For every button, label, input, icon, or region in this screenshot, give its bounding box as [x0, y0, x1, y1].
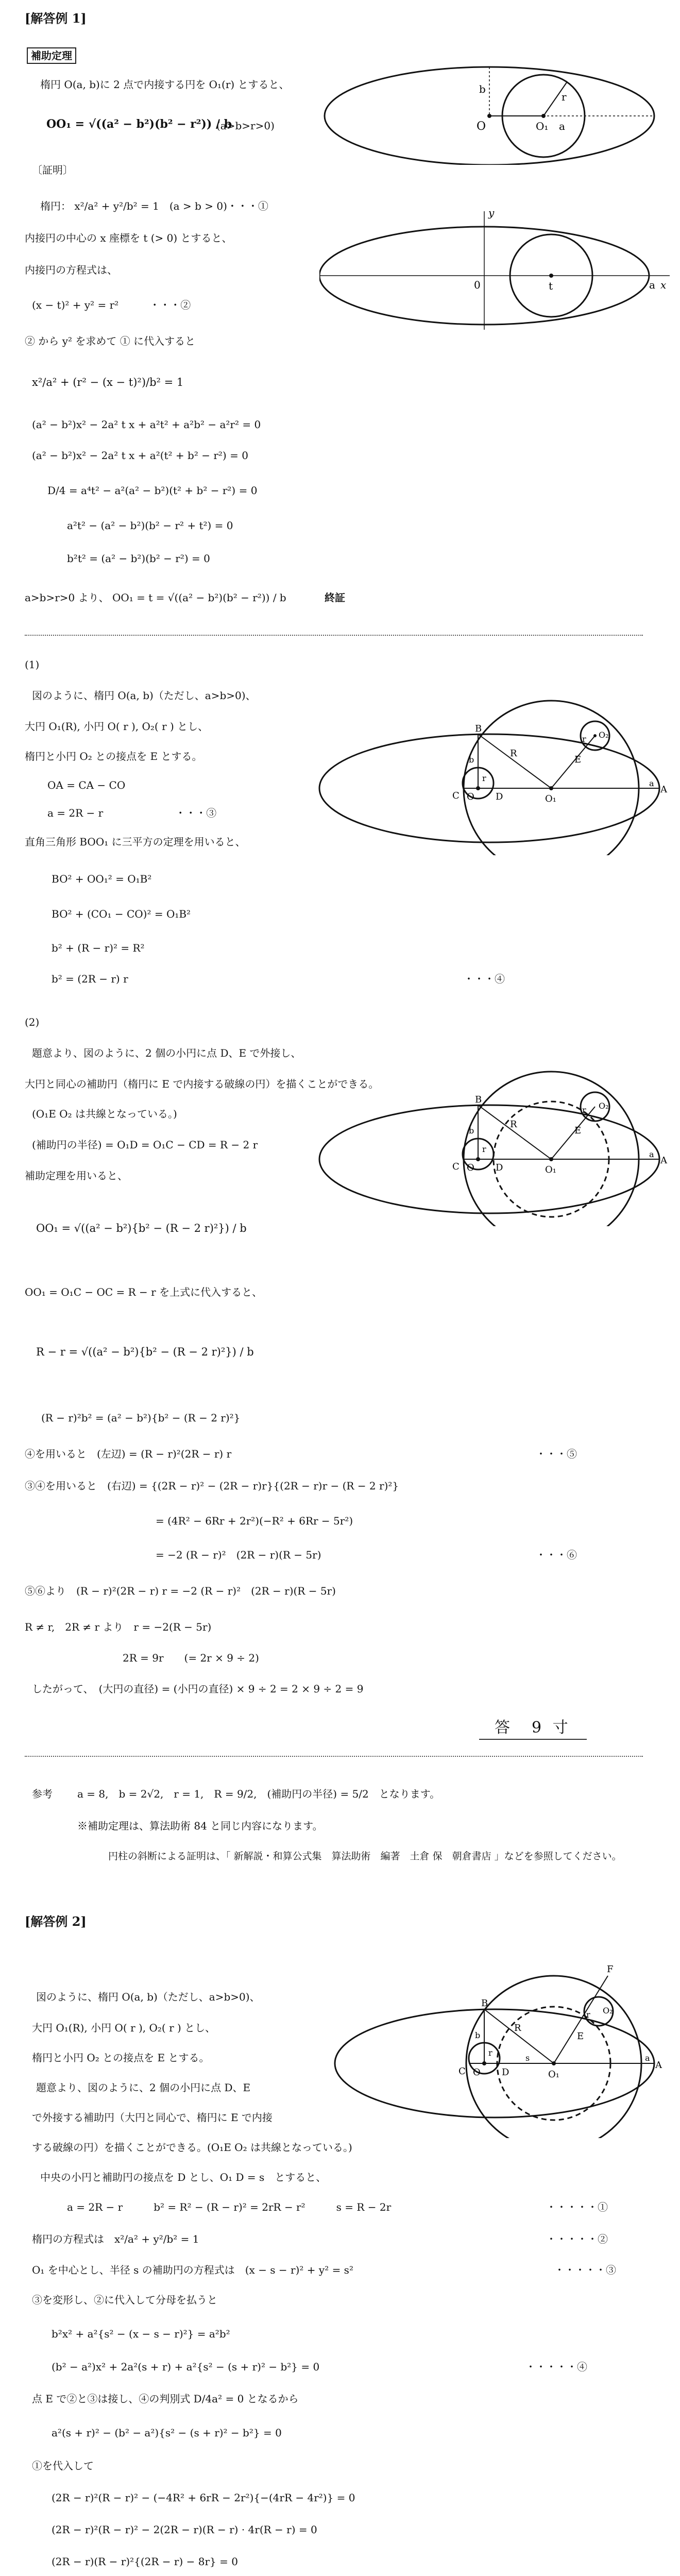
- proof-text1: 内接円の中心の x 座標を t (> 0) とすると、: [25, 232, 232, 244]
- sol2-eq9: ①を代入して: [32, 2460, 94, 2472]
- part2-text3: (O₁E O₂ は共線となっている。): [32, 1108, 177, 1120]
- proof-text3: ② から y² を求めて ① に代入すると: [25, 335, 196, 347]
- fig5-label-o1: O₁: [548, 2069, 559, 2080]
- fig4-label-r-small: r: [582, 1105, 586, 1115]
- fig3-label-e: E: [574, 754, 582, 765]
- proof-eq2: (x − t)² + y² = r² ・・・②: [32, 299, 191, 311]
- proof-eq5: (a² − b²)x² − 2a² t x + a²(t² + b² − r²) = 0: [32, 449, 248, 462]
- part1-eq1: OA = CA − CO: [47, 779, 126, 791]
- fig4-label-o1: O₁: [545, 1164, 556, 1175]
- part1-eq6: b² = (2R − r) r: [52, 973, 128, 985]
- fig2-label-x: x: [660, 279, 667, 291]
- part2-eq2: OO₁ = O₁C − OC = R − r を上式に代入すると、: [25, 1286, 263, 1298]
- fig3-label-o: O: [467, 791, 474, 802]
- part2-eq6a: ③④を用いると (右辺) = {(2R − r)² − (2R − r)r}{(2R − r)r − (R − 2 r)²}: [25, 1480, 399, 1492]
- sol2-eq6: (b² − a²)x² + 2a²(s + r) + a²{s² − (s + r)² − b²} = 0: [52, 2361, 320, 2373]
- proof-label: 〔証明〕: [32, 164, 73, 176]
- fig3-label-r2: r: [482, 773, 486, 783]
- fig5-label-b: b: [475, 2030, 481, 2040]
- fig1-label-b: b: [479, 83, 486, 95]
- proof-eq8: b²t² = (a² − b²)(b² − r²) = 0: [67, 552, 210, 565]
- part2-eq1: OO₁ = √((a² − b²){b² − (R − 2 r)²}) / b: [36, 1222, 247, 1234]
- part1-eq2: a = 2R − r ・・・③: [47, 807, 217, 819]
- fig5-label-o: O: [473, 2067, 481, 2078]
- fig4-label-o2: O₂: [599, 1101, 609, 1111]
- proof-eq7: a²t² − (a² − b²)(b² − r² + t²) = 0: [67, 519, 233, 532]
- sol2-text7: 中央の小円と補助円の接点を D とし、O₁ D = s とすると、: [40, 2171, 327, 2183]
- sol2-eq2-ref: ・・・・・②: [546, 2233, 608, 2245]
- divider-2: [25, 1756, 643, 1757]
- figure-proof-ellipse: [319, 201, 675, 330]
- fig3-label-b: b: [469, 755, 474, 765]
- fig4-label-r-big: R: [510, 1119, 517, 1130]
- fig4-label-e: E: [574, 1125, 582, 1136]
- fig4-label-o: O: [467, 1162, 474, 1173]
- part2-text1: 題意より、図のように、2 個の小円に点 D、E で外接し、: [32, 1047, 301, 1059]
- sol2-eq8: a²(s + r)² − (b² − a²){s² − (s + r)² − b²} = 0: [52, 2427, 282, 2439]
- sol2-text5: で外接する補助円（大円と同心で、楕円に E で内接: [32, 2111, 273, 2124]
- part2-text5: 補助定理を用いると、: [25, 1170, 128, 1182]
- sol2-eq11: (2R − r)²(R − r)² − 2(2R − r)(R − r) · 4r(R − r) = 0: [52, 2523, 317, 2536]
- proof-text2: 内接円の方程式は、: [25, 264, 117, 276]
- part2-eq6b: = (4R² − 6Rr + 2r²)(−R² + 6Rr − 5r²): [156, 1515, 353, 1527]
- part1-text3: 楕円と小円 O₂ との接点を E とする。: [25, 750, 202, 762]
- reference-values: a = 8, b = 2√2, r = 1, R = 9/2, (補助円の半径) = 5/2 となります。: [77, 1788, 440, 1800]
- fig3-label-r-big: R: [510, 748, 517, 759]
- fig5-label-r-small: r: [586, 2010, 590, 2020]
- fig3-label-r-small: r: [582, 734, 586, 744]
- figure-solution2: [330, 1953, 675, 2138]
- part2-eq6c: = −2 (R − r)² (2R − r)(R − 5r): [156, 1549, 321, 1561]
- sol2-eq12: (2R − r)(R − r)²{(2R − r) − 8r} = 0: [52, 2555, 238, 2568]
- sol2-text6: する破線の円）を描くことができる。(O₁E O₂ は共線となっている。): [32, 2141, 352, 2154]
- fig4-label-b-point: B: [475, 1094, 482, 1105]
- reference-note2: 円柱の斜断による証明は、「 新解説・和算公式集 算法助術 編著 土倉 保 朝倉書店 」などを参照してください。: [108, 1851, 622, 1862]
- sol2-eq5: b²x² + a²{s² − (x − s − r)²} = a²b²: [52, 2328, 230, 2340]
- fig5-label-r2: r: [488, 2048, 492, 2058]
- fig5-label-s: s: [525, 2053, 530, 2063]
- fig2-label-zero: 0: [474, 279, 481, 291]
- sol2-text2: 大円 O₁(R), 小円 O( r ), O₂( r ) とし、: [32, 2022, 216, 2034]
- aux-condition: (a>b>r>0): [216, 120, 275, 132]
- sol2-eq4: ③を変形し、②に代入して分母を払うと: [32, 2294, 217, 2306]
- fig4-label-a: a: [649, 1149, 654, 1159]
- fig3-label-d: D: [496, 791, 503, 802]
- part2-eq5: ④を用いると (左辺) = (R − r)²(2R − r) r: [25, 1448, 232, 1460]
- part2-text2: 大円と同心の補助円（楕円に E で内接する破線の円）を描くことができる。: [25, 1078, 379, 1090]
- fig5-label-a: a: [645, 2053, 650, 2063]
- part1-eq3: BO² + OO₁² = O₁B²: [52, 873, 152, 885]
- fig1-label-a: a: [559, 120, 565, 132]
- part2-label: (2): [25, 1016, 40, 1028]
- reference-label: 参考: [32, 1788, 53, 1800]
- figure-aux-ellipse: [319, 31, 675, 165]
- answer-1-text: 答 9 寸: [479, 1719, 587, 1740]
- aux-theorem-label: 補助定理: [27, 47, 76, 64]
- sol2-text1: 図のように、楕円 O(a, b)（ただし、a>b>0)、: [36, 1991, 260, 2003]
- fig3-label-b-point: B: [475, 723, 482, 734]
- fig1-label-o1: O₁: [536, 120, 549, 132]
- fig1-label-r: r: [562, 91, 567, 103]
- figure-part2: [314, 1056, 675, 1226]
- sol2-eq7: 点 E で②と③は接し、④の判別式 D/4a² = 0 となるから: [32, 2393, 299, 2405]
- fig4-label-a-point: A: [660, 1155, 667, 1166]
- fig5-label-d: D: [502, 2067, 509, 2078]
- sol2-eq10: (2R − r)²(R − r)² − (−4R² + 6rR − 2r²){−(4rR − 4r²)} = 0: [52, 2492, 355, 2504]
- fig4-label-d: D: [496, 1162, 503, 1173]
- answer-1: [479, 1719, 587, 1737]
- fig3-label-c: C: [452, 790, 460, 801]
- part2-eq10: したがって、 (大円の直径) = (小円の直径) × 9 ÷ 2 = 2 × 9 ÷ 2 = 9: [32, 1683, 364, 1695]
- aux-formula: OO₁ = √((a² − b²)(b² − r²)) / b: [46, 117, 232, 131]
- part1-label: (1): [25, 658, 40, 671]
- proof-eq3: x²/a² + (r² − (x − t)²)/b² = 1: [32, 376, 184, 388]
- fig2-label-a: a: [649, 279, 655, 291]
- sol2-eq1-ref: ・・・・・①: [546, 2201, 608, 2213]
- fig5-label-b-point: B: [481, 1998, 488, 2009]
- solution1-title: [解答例 1]: [25, 11, 87, 26]
- part1-eq6-ref: ・・・④: [464, 973, 505, 985]
- sol2-eq3: O₁ を中心とし、半径 s の補助円の方程式は (x − s − r)² + y² = s²: [32, 2264, 353, 2276]
- sol2-eq2: 楕円の方程式は x²/a² + y²/b² = 1: [32, 2233, 199, 2245]
- part2-eq9: 2R = 9r (= 2r × 9 ÷ 2): [123, 1652, 259, 1664]
- fig2-label-y: y: [488, 207, 495, 219]
- part2-eq7: ⑤⑥より (R − r)²(2R − r) r = −2 (R − r)² (2R − r)(R − 5r): [25, 1585, 336, 1597]
- part2-text4: (補助円の半径) = O₁D = O₁C − CD = R − 2 r: [32, 1139, 258, 1151]
- fig4-label-b: b: [469, 1126, 474, 1136]
- aux-statement: 楕円 O(a, b)に 2 点で内接する円を O₁(r) とすると、: [40, 78, 290, 91]
- divider-1: [25, 635, 643, 636]
- proof-qed: 終証: [325, 591, 345, 604]
- reference-note1: ※補助定理は、算法助術 84 と同じ内容になります。: [77, 1820, 323, 1832]
- proof-eq6: D/4 = a⁴t² − a²(a² − b²)(t² + b² − r²) = 0: [47, 484, 258, 497]
- part2-eq3: R − r = √((a² − b²){b² − (R − 2 r)²}) / b: [36, 1346, 254, 1358]
- proof-eq1: 楕円： x²/a² + y²/b² = 1 (a > b > 0)・・・①: [40, 200, 268, 212]
- proof-eq9: a>b>r>0 より、 OO₁ = t = √((a² − b²)(b² − r²)) / b: [25, 591, 286, 604]
- fig2-label-t: t: [549, 280, 553, 292]
- part1-eq5: b² + (R − r)² = R²: [52, 942, 145, 954]
- fig5-label-r-big: R: [514, 2023, 521, 2033]
- part1-eq4: BO² + (CO₁ − CO)² = O₁B²: [52, 908, 191, 920]
- fig4-label-c: C: [452, 1161, 460, 1172]
- sol2-text3: 楕円と小円 O₂ との接点を E とする。: [32, 2052, 210, 2064]
- fig5-label-f: F: [607, 1964, 614, 1975]
- part2-eq8: R ≠ r, 2R ≠ r より r = −2(R − 5r): [25, 1621, 212, 1633]
- solution2-title: [解答例 2]: [25, 1914, 87, 1929]
- fig3-label-a: a: [649, 778, 654, 788]
- fig5-label-e: E: [577, 2031, 584, 2042]
- fig5-label-a-point: A: [655, 2060, 662, 2071]
- sol2-text4: 題意より、図のように、2 個の小円に点 D、E: [36, 2081, 251, 2094]
- sol2-eq1: a = 2R − r b² = R² − (R − r)² = 2rR − r² s = R − 2r: [67, 2201, 392, 2213]
- fig5-label-c: C: [458, 2066, 466, 2077]
- figure-part1: [314, 690, 675, 855]
- part1-text2: 大円 O₁(R), 小円 O( r ), O₂( r ) とし、: [25, 720, 209, 733]
- part2-eq5-ref: ・・・⑤: [536, 1448, 577, 1460]
- fig3-label-a-point: A: [660, 784, 667, 795]
- proof-eq4: (a² − b²)x² − 2a² t x + a²t² + a²b² − a²r² = 0: [32, 418, 261, 431]
- fig4-label-r2: r: [482, 1144, 486, 1154]
- fig5-label-o2: O₂: [603, 2006, 613, 2015]
- fig3-label-o1: O₁: [545, 793, 556, 804]
- part1-text4: 直角三角形 BOO₁ に三平方の定理を用いると、: [25, 836, 246, 848]
- fig3-label-o2: O₂: [599, 730, 609, 740]
- part2-eq4: (R − r)²b² = (a² − b²){b² − (R − 2 r)²}: [41, 1412, 241, 1424]
- sol2-eq6-ref: ・・・・・④: [525, 2361, 587, 2373]
- part2-eq6-ref: ・・・⑥: [536, 1549, 577, 1561]
- part1-text1: 図のように、楕円 O(a, b)（ただし、a>b>0)、: [32, 689, 256, 702]
- fig1-label-o: O: [477, 120, 486, 133]
- sol2-eq3-ref: ・・・・・③: [554, 2264, 616, 2276]
